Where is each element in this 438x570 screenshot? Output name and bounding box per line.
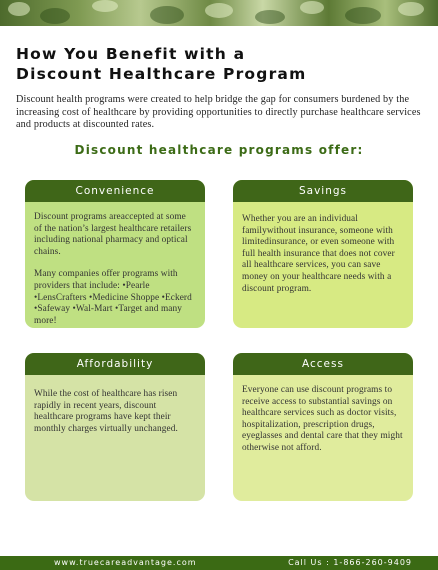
footer-bar <box>0 556 438 570</box>
intro-paragraph: Discount health programs were created to help bridge the gap for consumers burdened by the increasing cost of healthcare by providing opportunities to directly purchase healthcare services and products at discounted rates. <box>16 94 421 130</box>
convenience-card-title: Convenience <box>25 180 205 202</box>
access-card <box>233 353 413 501</box>
footer-website-link[interactable]: www.truecareadvantage.com <box>54 558 197 567</box>
convenience-card-body <box>25 202 205 327</box>
page-title <box>16 44 416 84</box>
affordability-card-body <box>25 375 205 435</box>
affordability-card-title: Affordability <box>25 353 205 375</box>
savings-card <box>233 180 413 328</box>
access-card-title: Access <box>233 353 413 375</box>
convenience-card-providers: Many companies offer programs with providers that include: •Pearle •LensCrafters •Medicine Shoppe •Eckerd •Safeway •Wal-Mart •Target and many more! <box>34 269 192 326</box>
affordability-card <box>25 353 205 501</box>
convenience-card-text: Discount programs areaccepted at some of the nation’s largest healthcare retailers including national pharmacy and optical chains. <box>34 212 192 257</box>
savings-card-body <box>233 202 413 295</box>
convenience-card <box>25 180 205 328</box>
page-title-line1: How You Benefit with a <box>16 45 246 63</box>
offer-heading: Discount healthcare programs offer: <box>74 143 364 157</box>
savings-card-text: Whether you are an individual familywithout insurance, someone with limitedinsurance, or even someone with full health insurance that does not cover all healthcare services, you can save money on your healthcare needs with a discount program. <box>242 214 395 294</box>
footer-phone: Call Us : 1-866-260-9409 <box>288 558 412 567</box>
affordability-card-text: While the cost of healthcare has risen rapidly in recent years, discount healthcare programs have kept their monthly charges virtually unchanged. <box>34 389 178 434</box>
header-foliage-banner <box>0 0 438 26</box>
savings-card-title: Savings <box>233 180 413 202</box>
page-title-line2: Discount Healthcare Program <box>16 65 307 83</box>
access-card-text: Everyone can use discount programs to receive access to substantial savings on healthcare services such as doctor visits, hospitalization, prescription drugs, eyeglasses and dental care that they might otherwise not afford. <box>242 385 403 453</box>
access-card-body <box>233 375 413 455</box>
